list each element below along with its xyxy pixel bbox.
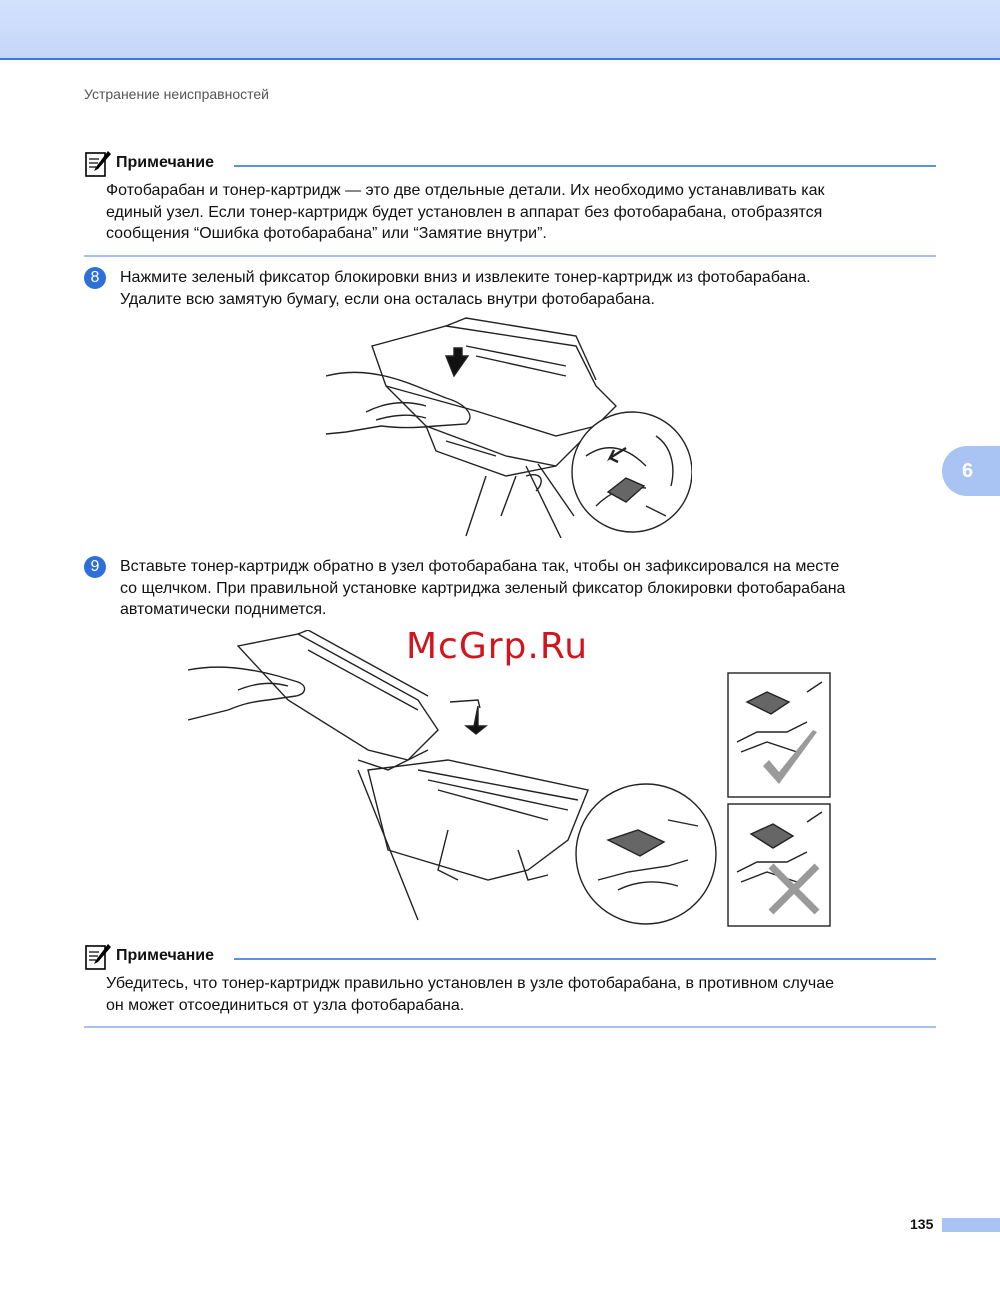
note-rule <box>234 165 936 167</box>
step-text <box>120 556 944 621</box>
note-pencil-icon <box>84 943 112 971</box>
note-title: Примечание <box>116 154 215 171</box>
note-box-1 <box>84 152 936 257</box>
toner-insertion-illustration <box>188 630 718 930</box>
page-number: 135 <box>910 1216 934 1232</box>
top-band <box>0 0 1000 60</box>
chapter-tab[interactable]: 6 <box>942 446 1000 496</box>
step-line: Удалите всю замятую бумагу, если она осталась внутри фотобарабана. <box>120 290 655 308</box>
step-number-badge: 8 <box>84 267 106 289</box>
step-line: Нажмите зеленый фиксатор блокировки вниз и извлеките тонер-картридж из фотобарабана. <box>120 269 811 286</box>
note-line: Убедитесь, что тонер-картридж правильно установлен в узле фотобарабана, в противном случае <box>106 975 834 992</box>
checkmark-icon <box>763 730 817 784</box>
note-body <box>106 973 936 1016</box>
note-line: единый узел. Если тонер-картридж будет установлен в аппарат без фотобарабана, отобразятся <box>106 203 823 221</box>
step-8 <box>84 267 944 310</box>
note-rule <box>234 958 936 960</box>
watermark: McGrp.Ru <box>406 626 589 667</box>
note-title: Примечание <box>116 947 215 964</box>
step-text <box>120 267 944 310</box>
step-number-badge: 9 <box>84 556 106 578</box>
note-line: он может отсоединиться от узла фотобарабана. <box>106 996 465 1014</box>
step-line: со щелчком. При правильной установке картриджа зеленый фиксатор блокировки фотобарабана <box>120 579 846 597</box>
page-number-bar <box>942 1218 1000 1232</box>
note-divider <box>84 1026 936 1028</box>
note-divider <box>84 255 936 257</box>
toner-removal-illustration <box>326 316 692 538</box>
note-line: сообщения “Ошибка фотобарабана” или “Замятие внутри”. <box>106 225 547 242</box>
position-check-panels <box>727 672 831 928</box>
cross-icon <box>771 866 817 912</box>
step-9 <box>84 556 944 621</box>
note-line: Фотобарабан и тонер-картридж — это две отдельные детали. Их необходимо устанавливать как <box>106 182 825 199</box>
note-body <box>106 180 936 245</box>
step-line: автоматически поднимется. <box>120 601 327 618</box>
step-line: Вставьте тонер-картридж обратно в узел фотобарабана так, чтобы он зафиксировался на месте <box>120 558 840 575</box>
breadcrumb: Устранение неисправностей <box>84 86 269 102</box>
note-box-2 <box>84 945 936 1028</box>
note-pencil-icon <box>84 150 112 178</box>
